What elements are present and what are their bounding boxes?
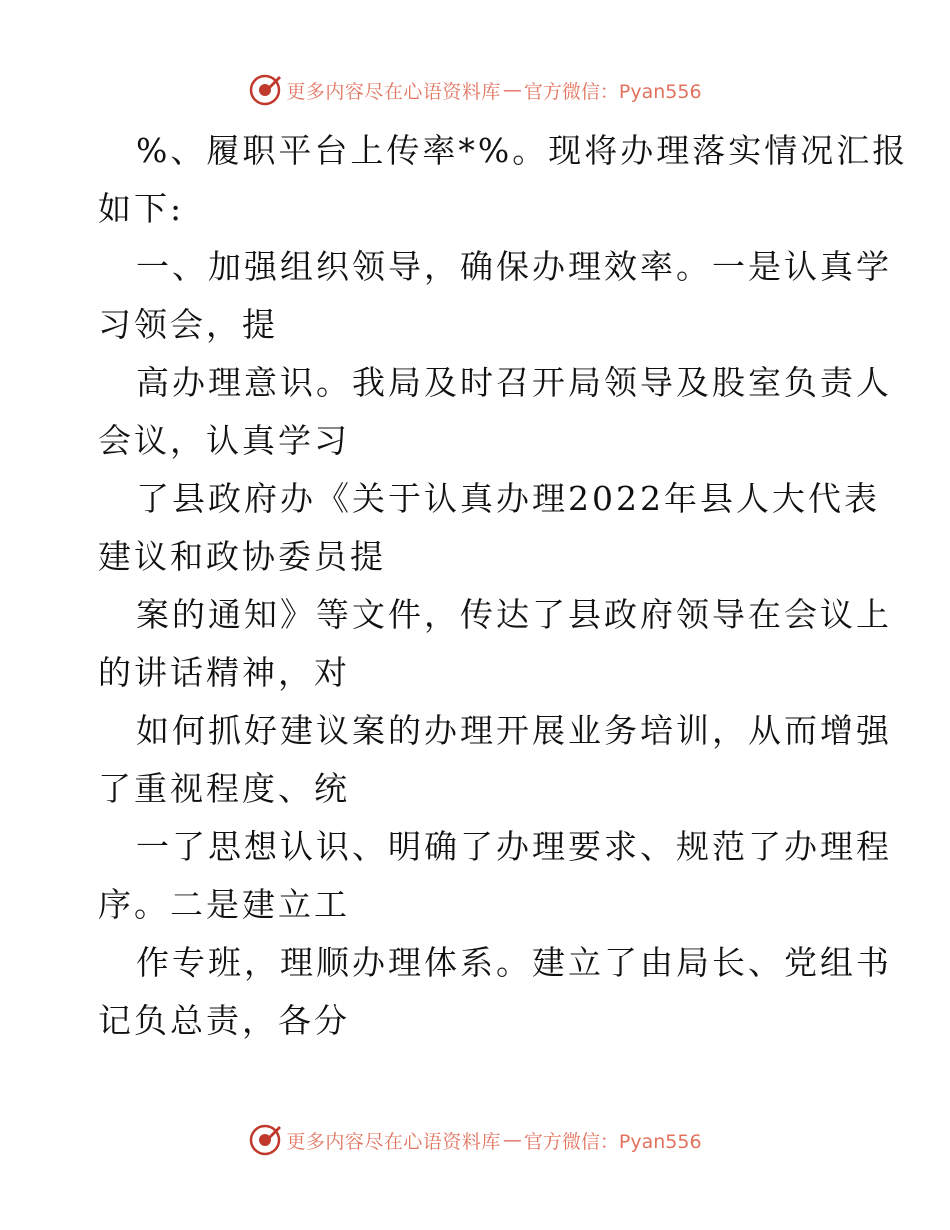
text-line: 如何抓好建议案的办理开展业务培训，从而增强	[136, 711, 892, 750]
text-line: 习领会，提	[98, 305, 278, 344]
text-line: 的讲话精神，对	[98, 653, 350, 692]
text-line: 如下:	[98, 189, 185, 228]
text-line: 了重视程度、统	[98, 769, 350, 808]
text-line: 一、加强组织领导，确保办理效率。一是认真学	[136, 247, 892, 286]
banner-dash: —	[502, 1129, 522, 1151]
text-line: 案的通知》等文件，传达了县政府领导在会议上	[136, 595, 892, 634]
text-line: 了县政府办《关于认真办理2022年县人大代表	[136, 479, 880, 518]
text-line: 建议和政协委员提	[98, 537, 386, 576]
text-line: 作专班，理顺办理体系。建立了由局长、党组书	[136, 943, 892, 982]
banner-contact: 官方微信：Pyan556	[523, 80, 702, 103]
text-line: 会议，认真学习	[98, 421, 350, 460]
banner-text: 更多内容尽在心语资料库	[286, 80, 501, 103]
text-line: %、履职平台上传率*%。现将办理落实情况汇报	[136, 131, 909, 170]
banner-contact: 官方微信：Pyan556	[523, 1130, 702, 1153]
pen-circle-logo-icon	[248, 73, 282, 107]
text-line: 一了思想认识、明确了办理要求、规范了办理程	[136, 827, 892, 866]
pen-circle-logo-icon	[248, 1123, 282, 1157]
text-line: 高办理意识。我局及时召开局领导及股室负责人	[136, 363, 892, 402]
header-watermark-banner	[0, 70, 950, 110]
banner-text: 更多内容尽在心语资料库	[286, 1130, 501, 1153]
document-body	[98, 122, 909, 1050]
footer-watermark-banner	[0, 1120, 950, 1160]
text-line: 记负总责，各分	[98, 1001, 350, 1040]
text-line: 序。二是建立工	[98, 885, 350, 924]
banner-dash: —	[502, 79, 522, 101]
